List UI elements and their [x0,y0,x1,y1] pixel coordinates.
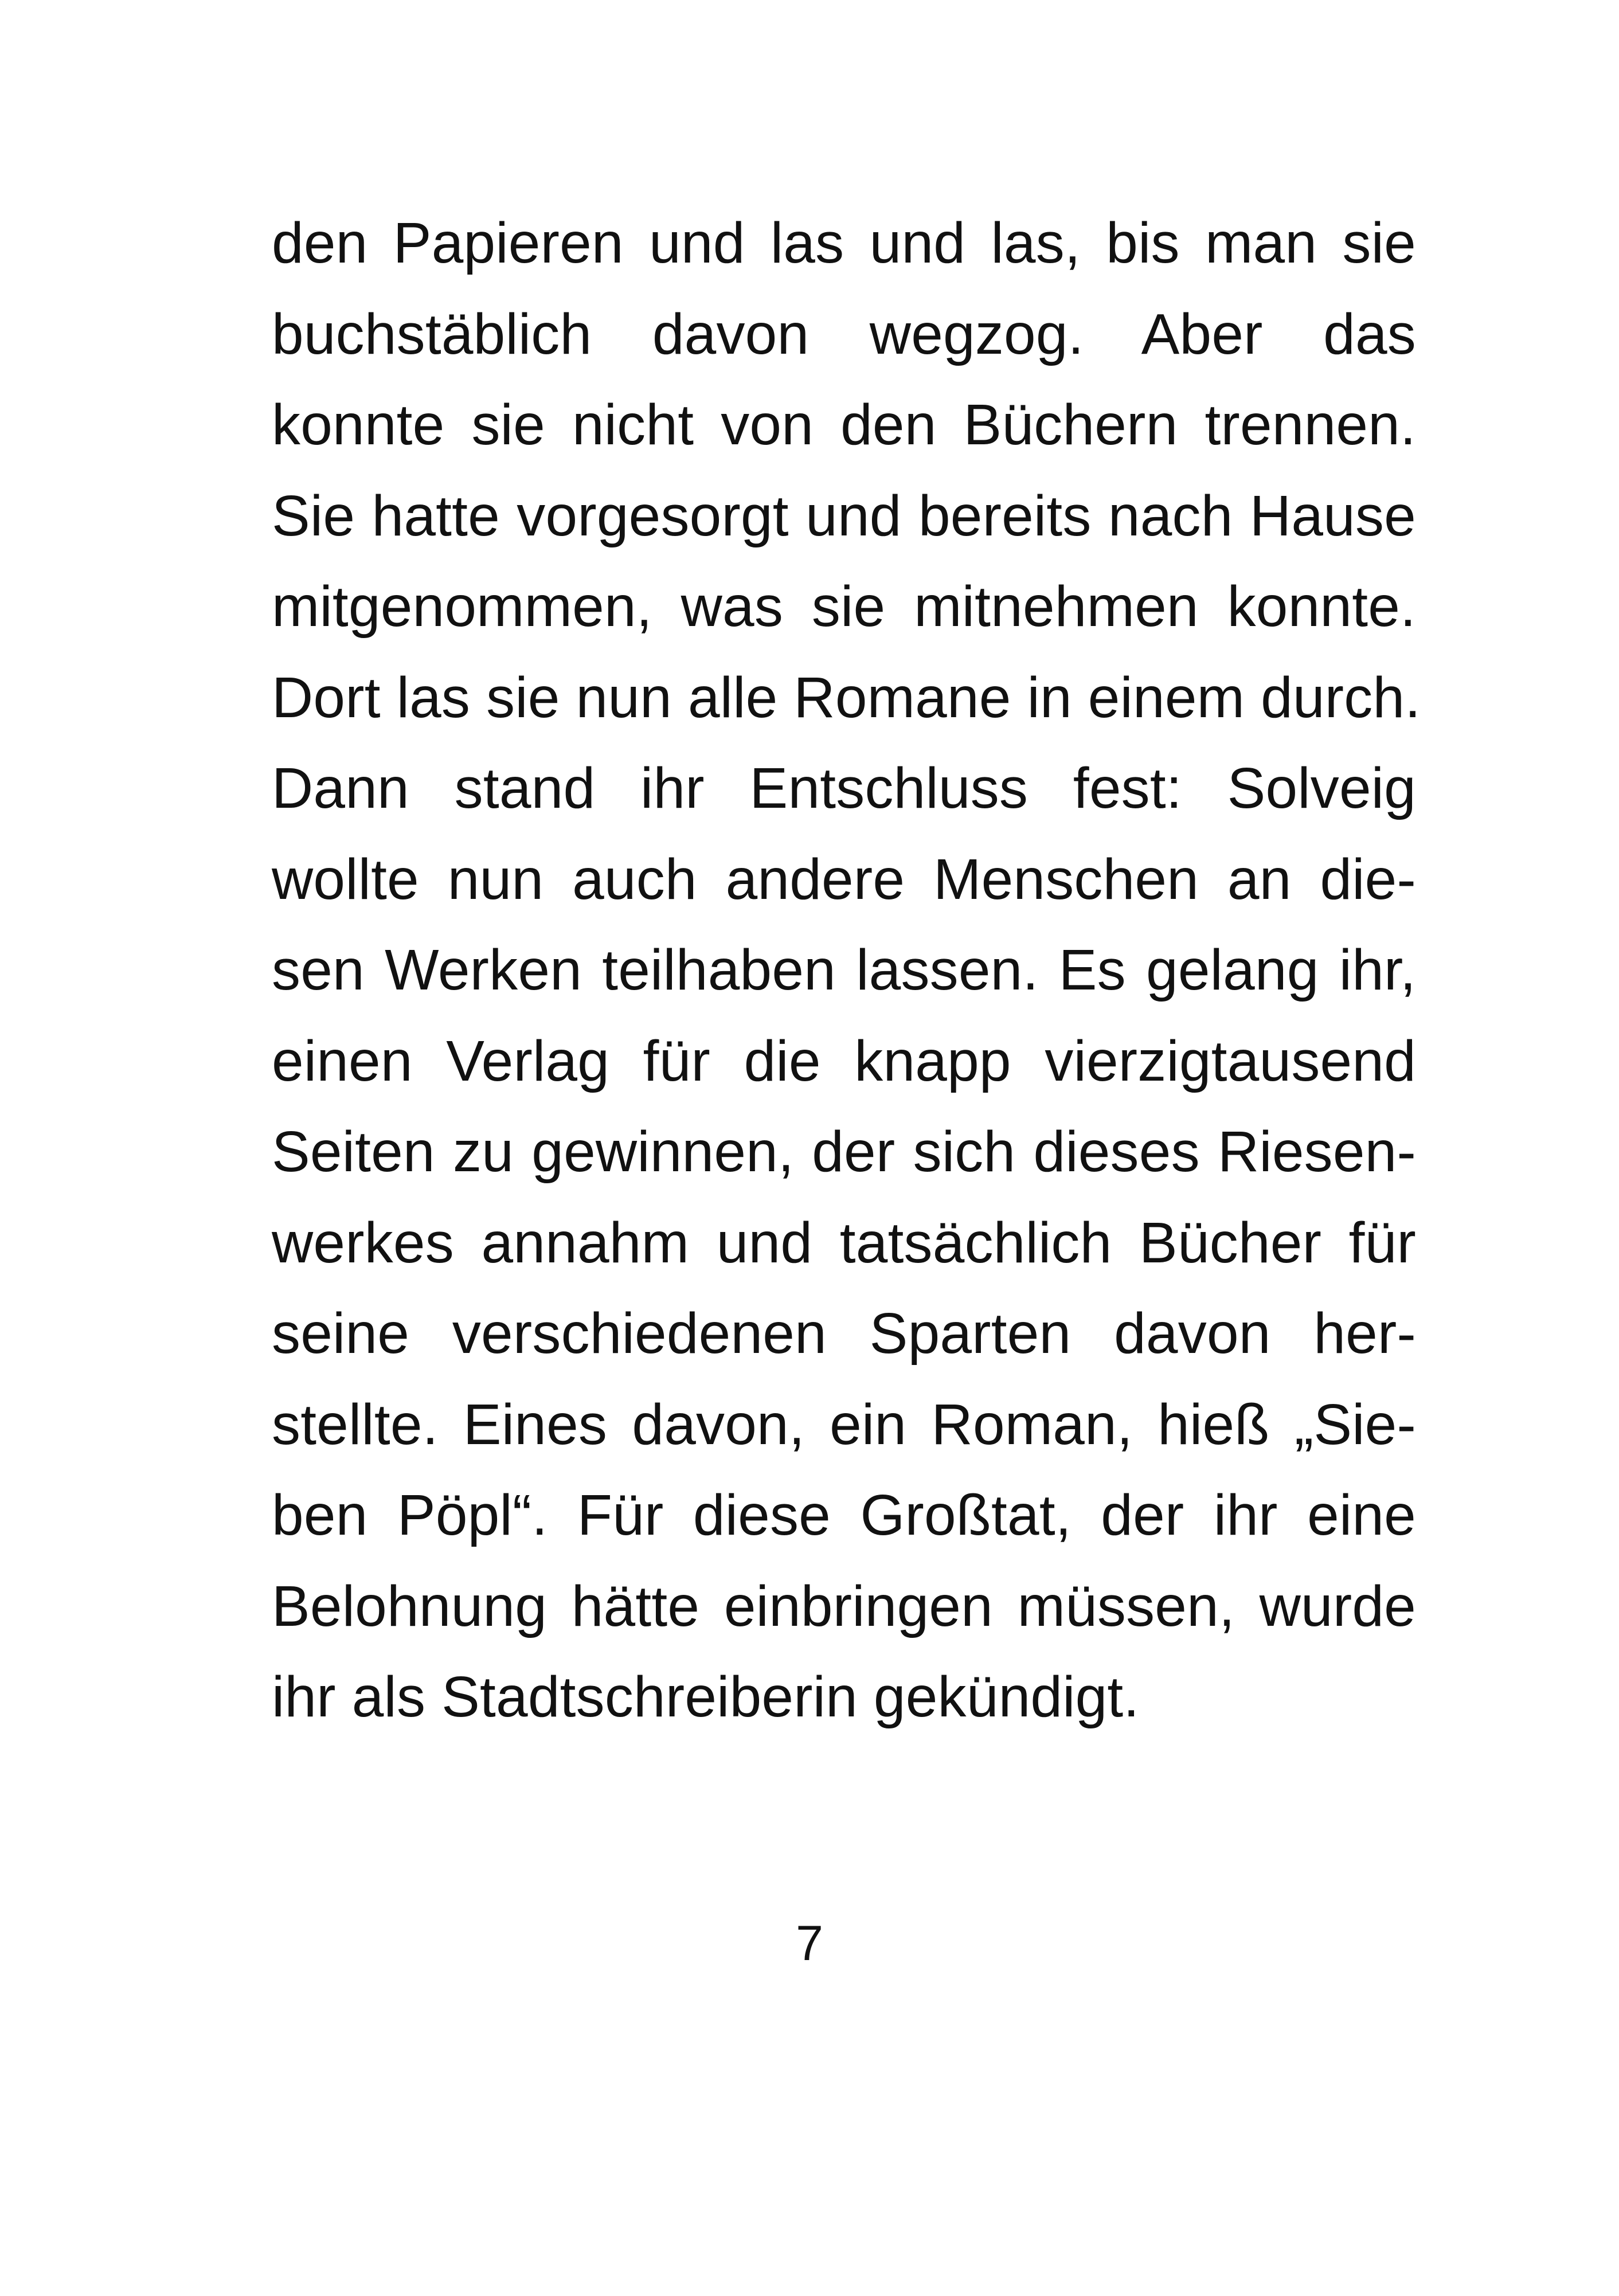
text-line: sen Werken teilhaben lassen. Es gelang ihr, [272,938,1416,1002]
text-line: Seiten zu gewinnen, der sich dieses Riesen- [272,1120,1416,1184]
text-line: stellte. Eines davon, ein Roman, hieß „Sie- [272,1392,1416,1457]
text-line: konnte sie nicht von den Büchern trennen. [272,393,1416,457]
text-line: ben Pöpl“. Für diese Großtat, der ihr eine [272,1483,1416,1547]
text-line: buchstäblich davon wegzog. Aber das [272,302,1416,366]
text-line: werkes annahm und tatsächlich Bücher für [272,1210,1416,1275]
text-line: Dort las sie nun alle Romane in einem durch. [272,665,1421,730]
text-line: wollte nun auch andere Menschen an die- [272,847,1416,912]
text-line: einen Verlag für die knapp vierzigtausend [272,1028,1416,1093]
text-line: Sie hatte vorgesorgt und bereits nach Hause [272,483,1416,548]
page-number: 7 [796,1916,823,1971]
text-line: seine verschiedenen Sparten davon her- [272,1301,1416,1366]
body-text [272,198,1421,1743]
text-line: Belohnung hätte einbringen müssen, wurde [272,1574,1416,1638]
text-line: den Papieren und las und las, bis man sie [272,211,1416,275]
text-line: ihr als Stadtschreiberin gekündigt. [272,1665,1140,1729]
text-line: mitgenommen, was sie mitnehmen konnte. [272,574,1416,639]
text-line: Dann stand ihr Entschluss fest: Solveig [272,756,1416,820]
